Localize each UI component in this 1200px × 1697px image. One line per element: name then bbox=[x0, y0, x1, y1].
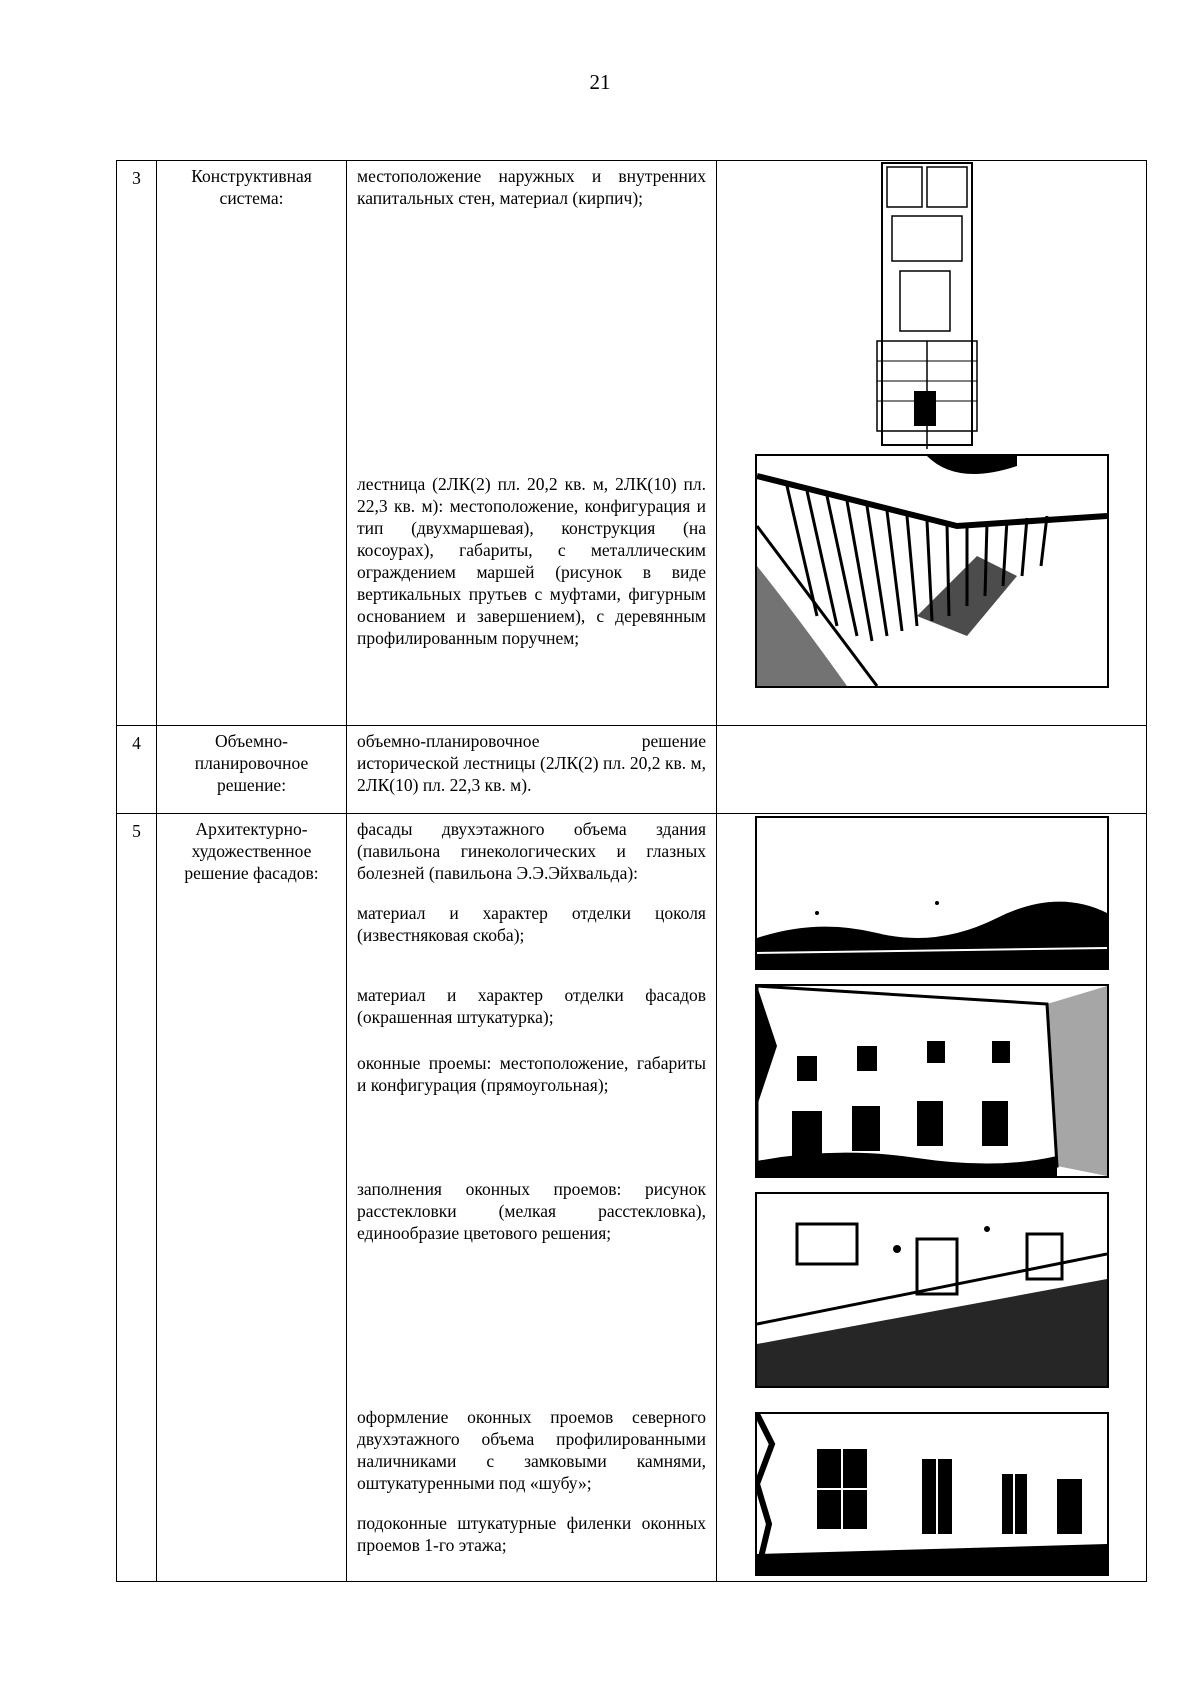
list-item: объемно-планировочное решение исторической лестницы (2ЛК(2) пл. 20,2 кв. м, 2ЛК(10) пл. 22,3 кв. м). bbox=[357, 731, 706, 795]
window-trim-photo bbox=[755, 1412, 1109, 1576]
table-row bbox=[117, 726, 1147, 814]
row-title: Конструктивная система: bbox=[157, 161, 347, 726]
row-title: Архитектурно-художественное решение фасадов: bbox=[157, 814, 347, 1582]
list-item: фасады двухэтажного объема здания (павильона гинекологических и глазных болезней (павильона Э.Э.Эйхвальда): bbox=[357, 819, 706, 883]
list-item: оконные проемы: местоположение, габариты и конфигурация (прямоугольная); bbox=[357, 1053, 706, 1095]
facade-photo bbox=[755, 984, 1109, 1178]
row-description bbox=[347, 726, 717, 814]
page-number: 21 bbox=[589, 70, 611, 94]
row-title: Объемно-планировочное решение: bbox=[157, 726, 347, 814]
illustration-cell bbox=[717, 726, 1147, 814]
list-item: материал и характер отделки фасадов (окрашенная штукатурка); bbox=[357, 985, 706, 1027]
list-item: местоположение наружных и внутренних капитальных стен, материал (кирпич); bbox=[357, 166, 706, 208]
row-description bbox=[347, 161, 717, 726]
row-number: 5 bbox=[117, 814, 157, 1582]
list-item: материал и характер отделки цоколя (известняковая скоба); bbox=[357, 903, 706, 945]
plinth-photo bbox=[755, 816, 1109, 970]
illustration-cell bbox=[717, 161, 1147, 726]
floor-plan-image bbox=[872, 161, 984, 451]
document-table bbox=[116, 160, 1147, 1582]
row-number: 3 bbox=[117, 161, 157, 726]
list-item: оформление оконных проемов северного двухэтажного объема профилированными наличниками с замковыми камнями, оштукатуренными под «шубу»; bbox=[357, 1407, 706, 1493]
illustration-cell bbox=[717, 814, 1147, 1582]
staircase-photo bbox=[755, 454, 1109, 688]
list-item: лестница (2ЛК(2) пл. 20,2 кв. м, 2ЛК(10) пл. 22,3 кв. м): местоположение, конфигурация и тип (двухмаршевая), конструкция (на косоурах), габариты, с металлическим ограждением маршей (рисунок в виде вертикальных прутьев с муфтами, фигурным основанием и завершением), с деревянным профилированным поручнем; bbox=[357, 474, 706, 648]
table-row bbox=[117, 161, 1147, 726]
list-item: заполнения оконных проемов: рисунок расстекловки (мелкая расстекловка), единообразие цветового решения; bbox=[357, 1179, 706, 1243]
table-row bbox=[117, 814, 1147, 1582]
list-item: подоконные штукатурные филенки оконных проемов 1-го этажа; bbox=[357, 1513, 706, 1555]
row-description bbox=[347, 814, 717, 1582]
window-fill-photo bbox=[755, 1192, 1109, 1388]
row-number: 4 bbox=[117, 726, 157, 814]
